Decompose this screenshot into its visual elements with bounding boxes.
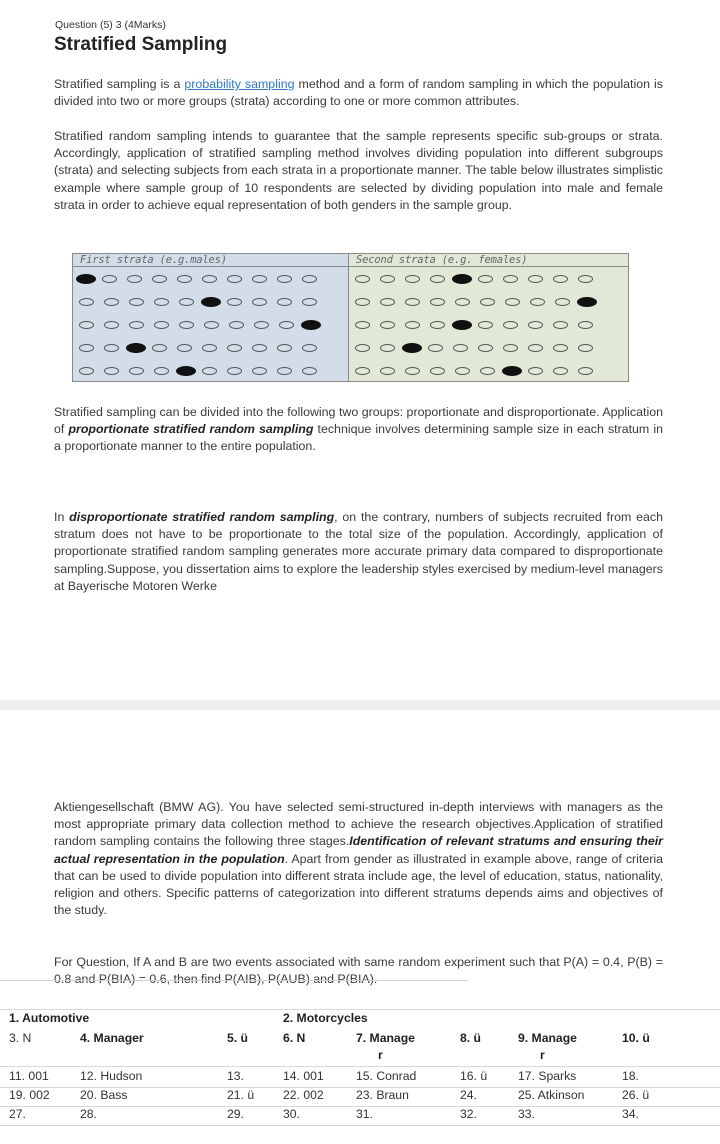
respondent-dot: [478, 275, 493, 283]
table-cell: 14. 001: [283, 1069, 324, 1083]
col-header-8: 8. ü: [460, 1031, 481, 1045]
col-header-5: 5. ü: [227, 1031, 248, 1045]
respondent-dot: [355, 344, 370, 352]
second-strata-row: [355, 342, 603, 354]
respondent-dot: [127, 275, 142, 283]
table-cell: 31.: [356, 1107, 373, 1121]
respondent-dot: [227, 275, 242, 283]
respondent-dot: [578, 321, 593, 329]
respondent-dot: [578, 344, 593, 352]
second-strata-row: [355, 319, 603, 331]
para3-start: Stratified sampling can be divided into the following two groups: proportionate and disproportionate. Application of: [54, 405, 663, 437]
respondent-dot: [555, 298, 570, 306]
respondent-dot: [380, 275, 395, 283]
proportionate-paragraph: [54, 404, 663, 456]
respondent-dot: [154, 321, 169, 329]
respondent-dot: [277, 367, 292, 375]
respondent-dot: [154, 298, 169, 306]
respondent-dot: [355, 367, 370, 375]
respondent-dot: [453, 344, 468, 352]
second-strata-row: [355, 365, 603, 377]
respondent-dot: [553, 367, 568, 375]
first-strata-title: First strata (e.g.males): [80, 254, 227, 266]
respondent-dot: [79, 321, 94, 329]
intro-text-end: method and a form of random sampling in which the population is divided into two or more groups (strata) according to one or more common attributes.: [54, 77, 664, 109]
respondent-dot: [528, 321, 543, 329]
respondent-dot: [405, 298, 420, 306]
table-cell: 15. Conrad: [356, 1069, 417, 1083]
respondent-dot: [252, 367, 267, 375]
respondent-dot: [252, 275, 267, 283]
respondent-dot: [227, 344, 242, 352]
respondent-dot: [152, 344, 167, 352]
second-strata-title: Second strata (e.g. females): [356, 254, 528, 266]
first-strata-row: [79, 365, 327, 377]
respondent-dot: [277, 275, 292, 283]
table-cell: 28.: [80, 1107, 97, 1121]
respondent-dot: [528, 367, 543, 375]
respondent-dot: [553, 344, 568, 352]
selected-respondent-dot: [577, 297, 597, 307]
respondent-dot: [455, 367, 470, 375]
page-title: Stratified Sampling: [54, 34, 228, 55]
col-header-9: 9. Manage: [518, 1031, 577, 1045]
table-cell: 19. 002: [9, 1088, 50, 1102]
respondent-dot: [252, 344, 267, 352]
table-cell: 27.: [9, 1107, 26, 1121]
respondent-dot: [455, 298, 470, 306]
second-strata-row: [355, 296, 603, 308]
para4-end: , on the contrary, numbers of subjects recruited from each stratum does not have to be proportionate to the total size of the population. Accordingly, application of proportionate stratified random sampling generates more accurate primary data compared to disproportionate sampling.Suppose, you dissertation aims to explore the leadership styles exercised by medium-level managers at Bayerische Motoren Werke: [54, 510, 663, 593]
respondent-dot: [177, 275, 192, 283]
col-header-9-wrap: r: [540, 1048, 545, 1062]
respondent-dot: [129, 321, 144, 329]
col-header-7: 7. Manage: [356, 1031, 415, 1045]
col-header-3: 3. N: [9, 1031, 32, 1045]
respondent-dot: [179, 321, 194, 329]
strata-figure: [72, 253, 629, 382]
section-separator: [0, 700, 720, 710]
para5-start: Aktiengesellschaft (BMW AG). You have selected semi-structured in-depth interviews with managers as the most appropriate primary data collection method to achieve the research objectives.Application of stratified random sampling contains the following three stages.: [54, 800, 663, 849]
table-cell: 12. Hudson: [80, 1069, 143, 1083]
respondent-dot: [380, 321, 395, 329]
selected-respondent-dot: [76, 274, 96, 284]
para3-end: technique involves determining sample size in each stratum in a proportionate manner to the entire population.: [54, 422, 663, 454]
table-cell: 13.: [227, 1069, 244, 1083]
table-cell: 17. Sparks: [518, 1069, 577, 1083]
respondent-dot: [430, 321, 445, 329]
table-cell: 22. 002: [283, 1088, 324, 1102]
respondent-dot: [503, 344, 518, 352]
selected-respondent-dot: [201, 297, 221, 307]
respondent-dot: [430, 275, 445, 283]
probability-question: For Question, If A and B are two events associated with same random experiment such that P(A) = 0.4, P(B) = 0.8 and P(BIA) = 0.6, then find P(AIB), P(AUB) and P(BIA).: [54, 955, 663, 987]
table-cell: 30.: [283, 1107, 300, 1121]
header-automotive: 1. Automotive: [9, 1011, 90, 1025]
respondent-dot: [204, 321, 219, 329]
respondent-dot: [202, 367, 217, 375]
respondent-dot: [277, 298, 292, 306]
first-strata-panel: [73, 254, 349, 381]
selected-respondent-dot: [452, 320, 472, 330]
respondent-dot: [380, 298, 395, 306]
respondent-dot: [355, 321, 370, 329]
respondent-dot: [227, 367, 242, 375]
first-strata-row: [79, 273, 327, 285]
table-cell: 33.: [518, 1107, 535, 1121]
respondent-dot: [430, 367, 445, 375]
respondent-dot: [177, 344, 192, 352]
second-strata-row: [355, 273, 603, 285]
respondent-dot: [79, 367, 94, 375]
col-header-7-wrap: r: [378, 1048, 383, 1062]
col-header-4: 4. Manager: [80, 1031, 144, 1045]
bmw-paragraph: [54, 799, 663, 919]
respondent-dot: [104, 321, 119, 329]
second-strata-panel: [349, 254, 628, 381]
disproportionate-paragraph: [54, 509, 663, 595]
respondent-dot: [129, 367, 144, 375]
respondent-dot: [355, 275, 370, 283]
table-cell: 29.: [227, 1107, 244, 1121]
first-strata-row: [79, 296, 327, 308]
respondent-dot: [405, 275, 420, 283]
respondent-dot: [480, 298, 495, 306]
respondent-dot: [405, 367, 420, 375]
respondent-dot: [202, 344, 217, 352]
selected-respondent-dot: [176, 366, 196, 376]
respondent-dot: [104, 298, 119, 306]
para5-end: . Apart from gender as illustrated in example above, range of criteria that can be used to divide population into different strata include age, the level of education, status, nationality, religion and others. Specific patterns of categorization into different stratums depends aims and objectives of the study.: [54, 851, 663, 918]
table-cell: 34.: [622, 1107, 639, 1121]
intro-paragraph: [54, 76, 663, 110]
respondent-dot: [405, 321, 420, 329]
respondent-dot: [179, 298, 194, 306]
respondent-dot: [154, 367, 169, 375]
selected-respondent-dot: [402, 343, 422, 353]
respondent-dot: [79, 344, 94, 352]
respondent-dot: [553, 275, 568, 283]
question-divider: [0, 980, 468, 981]
respondent-dot: [227, 298, 242, 306]
respondent-dot: [503, 321, 518, 329]
respondent-dot: [380, 344, 395, 352]
respondent-dot: [478, 321, 493, 329]
respondent-dot: [229, 321, 244, 329]
respondent-dot: [530, 298, 545, 306]
stratified-random-paragraph: Stratified random sampling intends to guarantee that the sample represents specific sub-groups or strata. Accordingly, application of stratified sampling method involves dividing population into different subgroups (strata) and selecting subjects from each strata in a proportionate manner. The table below illustrates simplistic example where sample group of 10 respondents are selected by dividing population into male and female strata in order to achieve equal representation of both genders in the sample group.: [54, 129, 663, 212]
respondent-dot: [503, 275, 518, 283]
respondent-dot: [380, 367, 395, 375]
para4-start: In: [54, 510, 70, 524]
respondent-dot: [202, 275, 217, 283]
identification-stage-text: Identification of relevant stratums and ensuring their actual representation in the population: [54, 834, 663, 866]
col-header-10: 10. ü: [622, 1031, 650, 1045]
respondent-dot: [478, 344, 493, 352]
respondent-dot: [430, 298, 445, 306]
col-header-6: 6. N: [283, 1031, 306, 1045]
table-cell: 11. 001: [9, 1069, 49, 1083]
first-strata-row: [79, 319, 327, 331]
respondent-dot: [279, 321, 294, 329]
table-cell: 16. ü: [460, 1069, 488, 1083]
respondent-dot: [302, 344, 317, 352]
respondent-dot: [252, 298, 267, 306]
table-cell: 24.: [460, 1088, 477, 1102]
first-strata-row: [79, 342, 327, 354]
respondent-dot: [578, 367, 593, 375]
question-label: Question (5) 3 (4Marks): [55, 19, 166, 31]
respondent-dot: [254, 321, 269, 329]
selected-respondent-dot: [502, 366, 522, 376]
table-cell: 20. Bass: [80, 1088, 128, 1102]
table-cell: 21. ü: [227, 1088, 255, 1102]
respondent-dot: [102, 275, 117, 283]
table-cell: 26. ü: [622, 1088, 650, 1102]
probability-sampling-link[interactable]: probability sampling: [184, 77, 295, 91]
table-cell: 32.: [460, 1107, 477, 1121]
respondent-dot: [302, 367, 317, 375]
header-motorcycles: 2. Motorcycles: [283, 1011, 368, 1025]
selected-respondent-dot: [126, 343, 146, 353]
respondent-dot: [152, 275, 167, 283]
respondent-dot: [104, 344, 119, 352]
disproportionate-term: disproportionate stratified random sampling: [69, 510, 335, 524]
respondent-dot: [302, 298, 317, 306]
selected-respondent-dot: [301, 320, 321, 330]
intro-text-start: Stratified sampling is a: [54, 77, 185, 91]
table-cell: 18.: [622, 1069, 639, 1083]
selected-respondent-dot: [452, 274, 472, 284]
respondent-dot: [553, 321, 568, 329]
respondent-dot: [528, 344, 543, 352]
respondent-dot: [480, 367, 495, 375]
respondent-dot: [528, 275, 543, 283]
table-cell: 23. Braun: [356, 1088, 409, 1102]
proportionate-term: proportionate stratified random sampling: [68, 422, 314, 437]
respondent-dot: [578, 275, 593, 283]
table-cell: 25. Atkinson: [518, 1088, 585, 1102]
respondent-dot: [505, 298, 520, 306]
respondent-dot: [104, 367, 119, 375]
respondent-dot: [428, 344, 443, 352]
respondent-dot: [302, 275, 317, 283]
respondent-dot: [277, 344, 292, 352]
respondent-dot: [79, 298, 94, 306]
respondent-dot: [129, 298, 144, 306]
respondent-dot: [355, 298, 370, 306]
